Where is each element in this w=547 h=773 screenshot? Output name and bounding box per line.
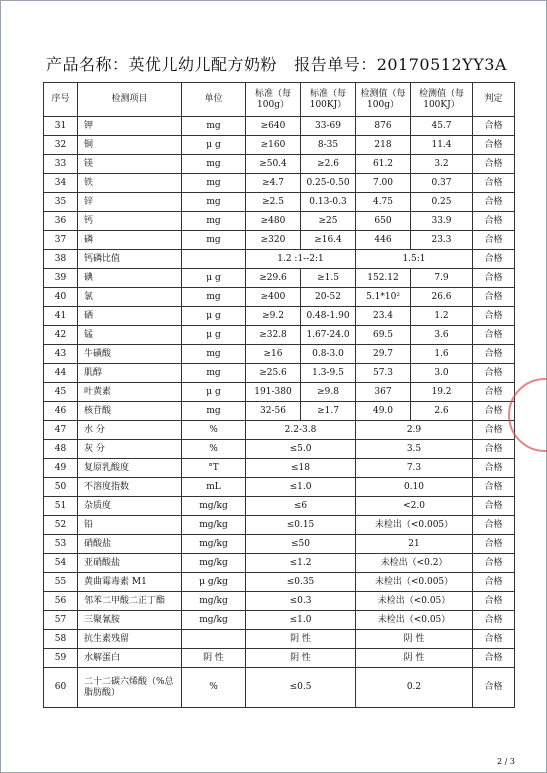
standard: ≤0.3	[246, 592, 356, 611]
table-row	[44, 535, 515, 554]
standard-100g: ≥4.7	[246, 174, 301, 193]
standard-100kj: 0.48-1.90	[301, 307, 356, 326]
row-number: 34	[44, 174, 78, 193]
result: 合格	[473, 269, 515, 288]
result: 合格	[473, 421, 515, 440]
standard-100kj: ≥2.6	[301, 155, 356, 174]
standard-100g: ≥29.6	[246, 269, 301, 288]
table-row	[44, 269, 515, 288]
table-row	[44, 307, 515, 326]
value-100g: 5.1*10²	[356, 288, 411, 307]
unit: mg/kg	[182, 554, 246, 573]
standard-100g: ≥9.2	[246, 307, 301, 326]
standard-100g: ≥640	[246, 117, 301, 136]
result: 合格	[473, 250, 515, 269]
table-row	[44, 345, 515, 364]
unit: mg	[182, 212, 246, 231]
result: 合格	[473, 174, 515, 193]
standard: ≤50	[246, 535, 356, 554]
standard: ≤0.5	[246, 668, 356, 708]
row-number: 35	[44, 193, 78, 212]
test-item: 抗生素残留	[78, 630, 182, 649]
value-100g: 650	[356, 212, 411, 231]
test-item: 水解蛋白	[78, 649, 182, 668]
standard-100kj: 1.3-9.5	[301, 364, 356, 383]
test-item: 钾	[78, 117, 182, 136]
row-number: 48	[44, 440, 78, 459]
measured-value: 未检出（<0.2）	[356, 554, 473, 573]
table-row	[44, 573, 515, 592]
unit: mg	[182, 364, 246, 383]
table-row	[44, 611, 515, 630]
result: 合格	[473, 573, 515, 592]
unit: mg/kg	[182, 516, 246, 535]
value-100kj: 19.2	[411, 383, 473, 402]
result: 合格	[473, 345, 515, 364]
row-number: 39	[44, 269, 78, 288]
measured-value: 2.9	[356, 421, 473, 440]
value-100kj: 2.6	[411, 402, 473, 421]
test-item: 硒	[78, 307, 182, 326]
measured-value: 阴 性	[356, 649, 473, 668]
test-item: 亚硝酸盐	[78, 554, 182, 573]
value-100g: 61.2	[356, 155, 411, 174]
test-item: 碘	[78, 269, 182, 288]
standard: ≤1.0	[246, 611, 356, 630]
table-row	[44, 383, 515, 402]
row-number: 32	[44, 136, 78, 155]
row-number: 42	[44, 326, 78, 345]
row-number: 45	[44, 383, 78, 402]
result: 合格	[473, 364, 515, 383]
row-number: 40	[44, 288, 78, 307]
result: 合格	[473, 136, 515, 155]
result: 合格	[473, 611, 515, 630]
result: 合格	[473, 231, 515, 250]
value-100kj: 23.3	[411, 231, 473, 250]
unit: mg	[182, 155, 246, 174]
unit: mg	[182, 288, 246, 307]
row-number: 53	[44, 535, 78, 554]
value-100kj: 0.25	[411, 193, 473, 212]
test-item: 肌醇	[78, 364, 182, 383]
page-number: 2 / 3	[497, 757, 515, 766]
standard-100g: ≥160	[246, 136, 301, 155]
table-row	[44, 402, 515, 421]
row-number: 36	[44, 212, 78, 231]
test-item: 黄曲霉毒素 M1	[78, 573, 182, 592]
standard-100g: ≥480	[246, 212, 301, 231]
unit: μ g	[182, 136, 246, 155]
value-100g: 4.75	[356, 193, 411, 212]
row-number: 54	[44, 554, 78, 573]
test-item: 硝酸盐	[78, 535, 182, 554]
test-item: 灰 分	[78, 440, 182, 459]
value-100kj: 3.0	[411, 364, 473, 383]
table-row	[44, 250, 515, 269]
table-row	[44, 117, 515, 136]
standard: 2.2-3.8	[246, 421, 356, 440]
standard: ≤1.0	[246, 478, 356, 497]
measured-value: 未检出（<0.005）	[356, 516, 473, 535]
header-unit: 单位	[182, 83, 246, 117]
table-row	[44, 497, 515, 516]
result: 合格	[473, 592, 515, 611]
value-100kj: 7.9	[411, 269, 473, 288]
value-100kj: 0.37	[411, 174, 473, 193]
result: 合格	[473, 535, 515, 554]
unit: μ g	[182, 307, 246, 326]
row-number: 38	[44, 250, 78, 269]
value-100kj: 3.2	[411, 155, 473, 174]
value-100g: 218	[356, 136, 411, 155]
row-number: 33	[44, 155, 78, 174]
measured-value: 0.10	[356, 478, 473, 497]
unit: %	[182, 440, 246, 459]
test-item: 邻苯二甲酸二正丁酯	[78, 592, 182, 611]
value-100g: 446	[356, 231, 411, 250]
table-header-row	[44, 83, 515, 117]
row-number: 46	[44, 402, 78, 421]
value-100g: 367	[356, 383, 411, 402]
value-100g: 57.3	[356, 364, 411, 383]
row-number: 55	[44, 573, 78, 592]
header-standard-100g: 标准（每100g）	[246, 83, 301, 117]
standard-100g: ≥50.4	[246, 155, 301, 174]
standard: ≤0.15	[246, 516, 356, 535]
standard-100kj: 8-35	[301, 136, 356, 155]
test-item: 镁	[78, 155, 182, 174]
result: 合格	[473, 155, 515, 174]
standard-100g: ≥32.8	[246, 326, 301, 345]
value-100kj: 3.6	[411, 326, 473, 345]
measured-value: 未检出（<0.005）	[356, 573, 473, 592]
measured-value: 阴 性	[356, 630, 473, 649]
row-number: 37	[44, 231, 78, 250]
standard-100kj: ≥16.4	[301, 231, 356, 250]
table-row	[44, 212, 515, 231]
test-item: 叶黄素	[78, 383, 182, 402]
test-item: 不溶度指数	[78, 478, 182, 497]
standard-100g: 191-380	[246, 383, 301, 402]
row-number: 59	[44, 649, 78, 668]
table-row	[44, 231, 515, 250]
value-100g: 7.00	[356, 174, 411, 193]
row-number: 58	[44, 630, 78, 649]
value-100g: 69.5	[356, 326, 411, 345]
unit: μ g/kg	[182, 573, 246, 592]
row-number: 56	[44, 592, 78, 611]
standard-100g: ≥16	[246, 345, 301, 364]
standard: ≤5.0	[246, 440, 356, 459]
table-row	[44, 193, 515, 212]
row-number: 60	[44, 668, 78, 708]
value-100g: 23.4	[356, 307, 411, 326]
test-item: 牛磺酸	[78, 345, 182, 364]
standard-100kj: ≥25	[301, 212, 356, 231]
row-number: 43	[44, 345, 78, 364]
row-number: 52	[44, 516, 78, 535]
standard-100g: ≥25.6	[246, 364, 301, 383]
standard: ≤6	[246, 497, 356, 516]
standard-100kj: 0.8-3.0	[301, 345, 356, 364]
result: 合格	[473, 117, 515, 136]
test-item: 磷	[78, 231, 182, 250]
table-row	[44, 649, 515, 668]
unit	[182, 250, 246, 269]
unit: μ g	[182, 326, 246, 345]
standard-100g: ≥320	[246, 231, 301, 250]
header-standard-100kj: 标准（每100KJ）	[301, 83, 356, 117]
header-no: 序号	[44, 83, 78, 117]
standard-100kj: 1.67-24.0	[301, 326, 356, 345]
result: 合格	[473, 193, 515, 212]
standard: ≤1.2	[246, 554, 356, 573]
unit: mg	[182, 345, 246, 364]
test-item: 钙磷比值	[78, 250, 182, 269]
standard-100kj: ≥9.8	[301, 383, 356, 402]
unit: mg/kg	[182, 592, 246, 611]
value-100g: 876	[356, 117, 411, 136]
table-row	[44, 174, 515, 193]
value-100g: 29.7	[356, 345, 411, 364]
unit: μ g	[182, 383, 246, 402]
table-row	[44, 630, 515, 649]
standard-100g: 32-56	[246, 402, 301, 421]
unit: 阴 性	[182, 649, 246, 668]
test-item: 铁	[78, 174, 182, 193]
table-row	[44, 155, 515, 174]
row-number: 47	[44, 421, 78, 440]
measured-value: 未检出（<0.05）	[356, 611, 473, 630]
unit: mg	[182, 117, 246, 136]
test-item: 锌	[78, 193, 182, 212]
unit	[182, 630, 246, 649]
table-row	[44, 478, 515, 497]
value-100kj: 1.6	[411, 345, 473, 364]
test-item: 杂质度	[78, 497, 182, 516]
unit: μ g	[182, 269, 246, 288]
measured-value: 1.5:1	[356, 250, 473, 269]
value-100kj: 26.6	[411, 288, 473, 307]
result: 合格	[473, 668, 515, 708]
test-item: 三聚氰胺	[78, 611, 182, 630]
row-number: 41	[44, 307, 78, 326]
standard-100kj: ≥1.7	[301, 402, 356, 421]
measured-value: 3.5	[356, 440, 473, 459]
report-header	[46, 52, 507, 78]
unit: mg	[182, 174, 246, 193]
row-number: 50	[44, 478, 78, 497]
standard-100kj: 33-69	[301, 117, 356, 136]
unit: mg	[182, 402, 246, 421]
measured-value: 0.2	[356, 668, 473, 708]
standard-100g: ≥400	[246, 288, 301, 307]
result: 合格	[473, 326, 515, 345]
standard: 阴 性	[246, 630, 356, 649]
row-number: 57	[44, 611, 78, 630]
table-row	[44, 554, 515, 573]
table-row	[44, 421, 515, 440]
unit: mg/kg	[182, 611, 246, 630]
result: 合格	[473, 440, 515, 459]
value-100g: 49.0	[356, 402, 411, 421]
result: 合格	[473, 212, 515, 231]
unit: °T	[182, 459, 246, 478]
standard-100kj: 20-52	[301, 288, 356, 307]
test-item: 钙	[78, 212, 182, 231]
row-number: 31	[44, 117, 78, 136]
standard: 阴 性	[246, 649, 356, 668]
test-item: 锰	[78, 326, 182, 345]
test-results-table	[43, 82, 515, 708]
report-number: 报告单号：20170512YY3A	[294, 55, 507, 74]
value-100kj: 11.4	[411, 136, 473, 155]
result: 合格	[473, 554, 515, 573]
standard-100kj: ≥1.5	[301, 269, 356, 288]
test-item: 核苷酸	[78, 402, 182, 421]
standard-100kj: 0.13-0.3	[301, 193, 356, 212]
test-item: 二十二碳六烯酸（%总脂肪酸）	[78, 668, 182, 708]
result: 合格	[473, 516, 515, 535]
table-row	[44, 364, 515, 383]
table-row	[44, 136, 515, 155]
header-result: 判定	[473, 83, 515, 117]
measured-value: 7.3	[356, 459, 473, 478]
table-row	[44, 516, 515, 535]
test-item: 铅	[78, 516, 182, 535]
result: 合格	[473, 288, 515, 307]
value-100g: 152.12	[356, 269, 411, 288]
unit: mg/kg	[182, 535, 246, 554]
test-item: 水 分	[78, 421, 182, 440]
unit: mg	[182, 193, 246, 212]
unit: %	[182, 668, 246, 708]
unit: %	[182, 421, 246, 440]
table-row	[44, 288, 515, 307]
standard-100g: ≥2.5	[246, 193, 301, 212]
standard-100kj: 0.25-0.50	[301, 174, 356, 193]
test-item: 复原乳酸度	[78, 459, 182, 478]
header-item: 检测项目	[78, 83, 182, 117]
result: 合格	[473, 497, 515, 516]
result: 合格	[473, 383, 515, 402]
result: 合格	[473, 307, 515, 326]
row-number: 44	[44, 364, 78, 383]
standard: ≤0.35	[246, 573, 356, 592]
row-number: 51	[44, 497, 78, 516]
row-number: 49	[44, 459, 78, 478]
table-row	[44, 592, 515, 611]
product-name: 产品名称：英优儿幼儿配方奶粉	[46, 55, 278, 74]
value-100kj: 1.2	[411, 307, 473, 326]
value-100kj: 33.9	[411, 212, 473, 231]
header-value-100kj: 检测值（每100KJ）	[411, 83, 473, 117]
table-row	[44, 459, 515, 478]
measured-value: 未检出（<0.05）	[356, 592, 473, 611]
unit: mL	[182, 478, 246, 497]
header-value-100g: 检测值（每100g）	[356, 83, 411, 117]
unit: mg	[182, 231, 246, 250]
result: 合格	[473, 402, 515, 421]
measured-value: <2.0	[356, 497, 473, 516]
table-row	[44, 440, 515, 459]
test-item: 铜	[78, 136, 182, 155]
table-row	[44, 668, 515, 708]
unit: mg/kg	[182, 497, 246, 516]
test-item: 氯	[78, 288, 182, 307]
standard: 1.2 :1--2:1	[246, 250, 356, 269]
result: 合格	[473, 459, 515, 478]
result: 合格	[473, 649, 515, 668]
result: 合格	[473, 478, 515, 497]
result: 合格	[473, 630, 515, 649]
table-row	[44, 326, 515, 345]
standard: ≤18	[246, 459, 356, 478]
value-100kj: 45.7	[411, 117, 473, 136]
measured-value: 21	[356, 535, 473, 554]
